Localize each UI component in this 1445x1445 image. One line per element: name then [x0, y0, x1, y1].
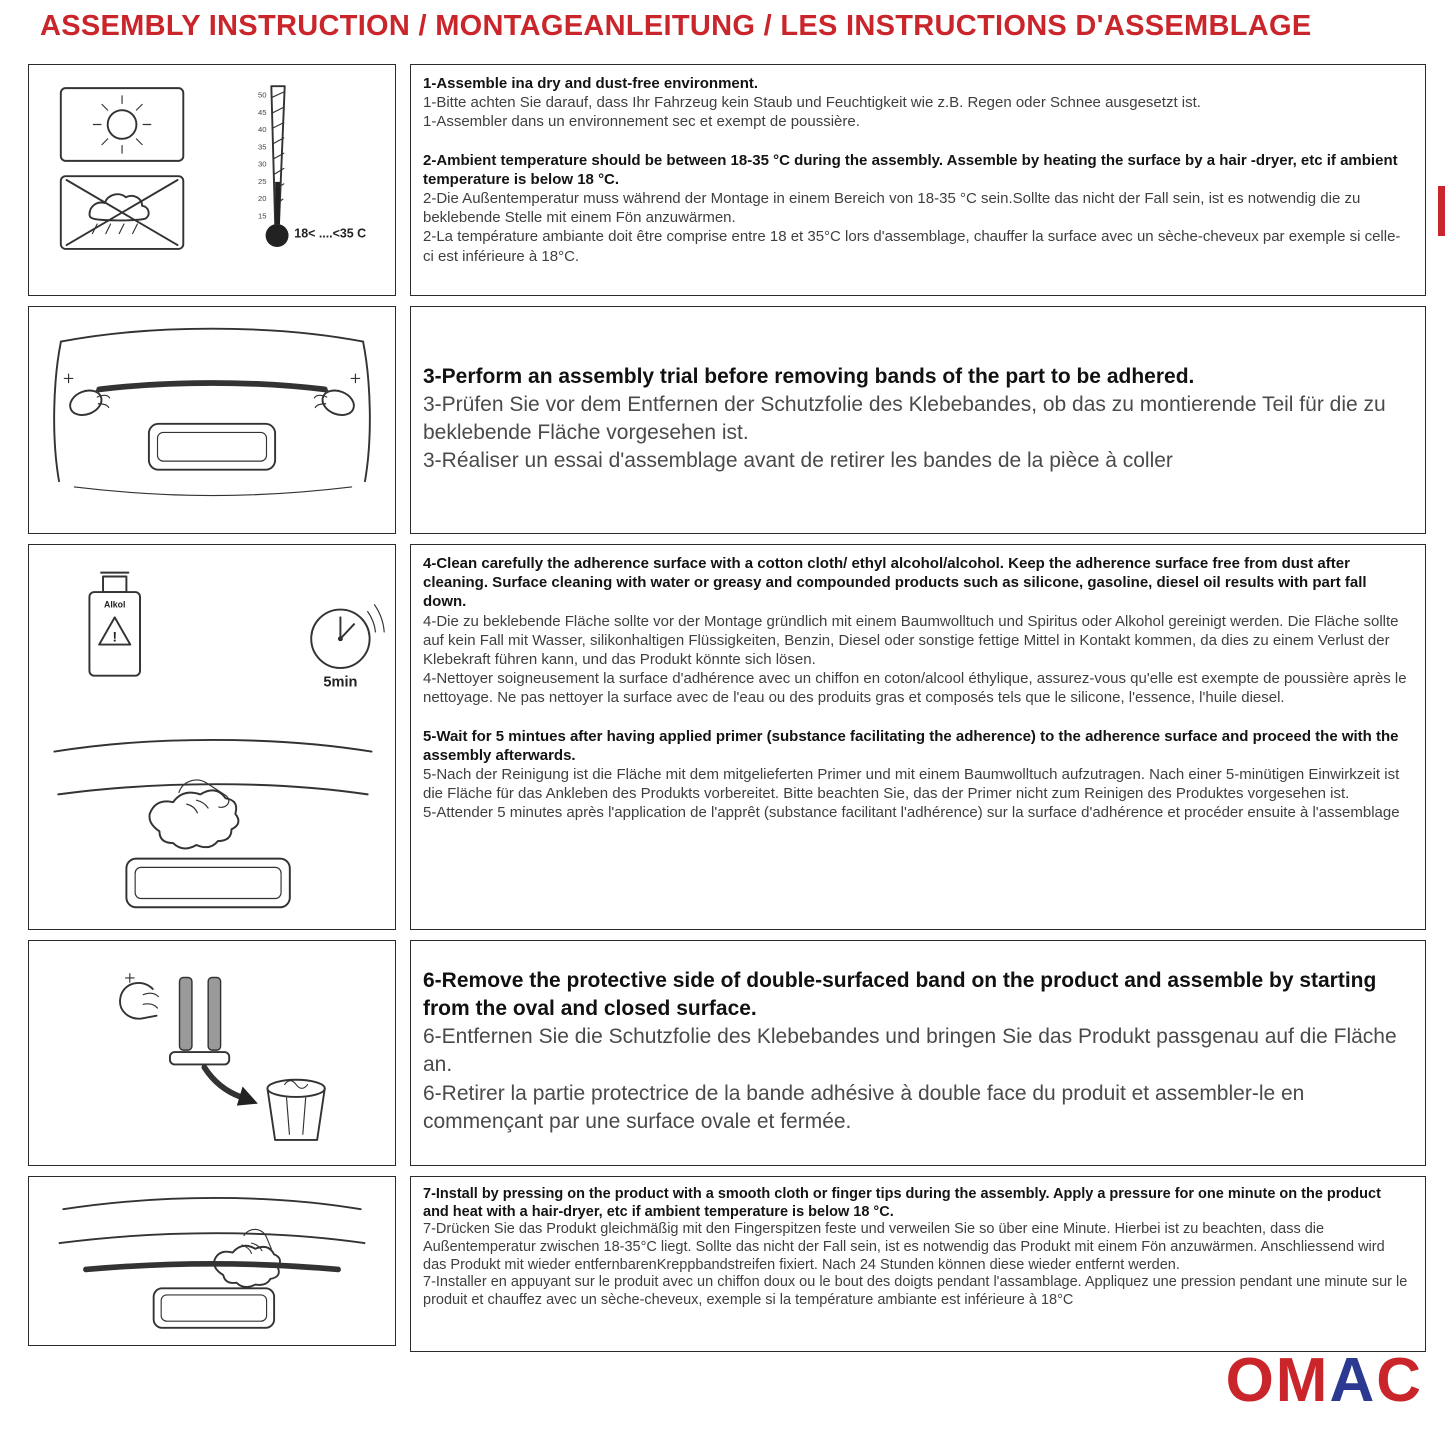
step-1-en: 1-Assemble ina dry and dust-free environment. — [423, 75, 759, 92]
car-surface-lines — [54, 740, 371, 794]
svg-text:40: 40 — [258, 125, 267, 135]
figure-press-install — [28, 1176, 396, 1346]
figure-cleaning — [28, 544, 396, 930]
red-edge-marker — [1438, 186, 1445, 236]
car-surface-lines — [60, 1198, 365, 1243]
svg-text:20: 20 — [258, 194, 267, 204]
license-recess — [154, 1288, 274, 1328]
page-title: ASSEMBLY INSTRUCTION / MONTAGEANLEITUNG / LES INSTRUCTIONS D'ASSEMBLAGE — [40, 10, 1312, 42]
step-4-fr: 4-Nettoyer soigneusement la surface d'adhérence avec un chiffon en coton/alcool éthylique, assurez-vous qu'elle est exempte de poussière après le nettoyage. Ne pas nettoyer la surface avec de l'eau ou des produits gras et composés tels que le silicone, l'essence, l'huile diesel. — [423, 670, 1407, 707]
assembly-trial-illustration — [33, 311, 391, 529]
omac-logo — [1225, 1346, 1423, 1415]
step-6-fr: 6-Retirer la partie protectrice de la bande adhésive à double face du produit et assembler-le en commençant par une surface ovale et fermée. — [423, 1081, 1305, 1133]
clock-icon — [311, 605, 384, 691]
text-steps-4-5 — [410, 544, 1426, 930]
logo-letter-c: C — [1376, 1346, 1423, 1415]
text-step-6 — [410, 940, 1426, 1166]
peeling-hand-icon — [120, 974, 158, 1019]
wiping-hand-icon — [149, 780, 238, 848]
temperature-range-label: 18< ....<35 C — [294, 226, 367, 241]
license-recess — [149, 424, 275, 470]
svg-text:50: 50 — [258, 90, 267, 100]
trim-strip — [86, 1264, 338, 1270]
warning-exclamation: ! — [112, 629, 117, 645]
trash-bin-icon — [267, 1080, 324, 1140]
trim-strip — [99, 383, 325, 389]
license-recess — [126, 859, 289, 908]
svg-text:30: 30 — [258, 159, 267, 169]
step-2-de: 2-Die Außentemperatur muss während der Montage in einem Bereich von 18-35 °C sein.Sollte das nicht der Fall sein, ist es notwendig die zu beklebende Stelle mit einem Fön anzuwärmen. — [423, 189, 1361, 227]
step-3-de: 3-Prüfen Sie vor dem Entfernen der Schutzfolie des Klebebandes, ob das zu montierende Teil für die zu beklebende Fläche vorgesehen ist. — [423, 393, 1386, 445]
step-6-en: 6-Remove the protective side of double-surfaced band on the product and assemble by starting from the oval and closed surface. — [423, 969, 1377, 1021]
step-4-de: 4-Die zu beklebende Fläche sollte vor der Montage gründlich mit einem Baumwolltuch und Spiritus oder Alkohol gereinigt werden. Die Fläche sollte auf kein Fall mit Wasser, silikonhaltigen Flüssigkeiten, Benzin, Diesel oder sonstige fettige Mittel in Kontakt kommen, da dies zu einem Verlust der Klebekraft führen kann, und das Produkt könnte sich lösen. — [423, 612, 1399, 668]
no-rain-icon — [61, 176, 183, 249]
step-3-fr: 3-Réaliser un essai d'assemblage avant de retirer les bandes de la pièce à coller — [423, 449, 1173, 473]
svg-text:35: 35 — [258, 142, 267, 152]
alcohol-bottle-icon — [89, 573, 140, 676]
step-1-de: 1-Bitte achten Sie darauf, dass Ihr Fahrzeug kein Staub und Feuchtigkeit wie z.B. Regen oder Schnee ausgesetzt ist. — [423, 94, 1201, 112]
text-step-7 — [410, 1176, 1426, 1352]
step-1-fr: 1-Assembler dans un environnement sec et exempt de poussière. — [423, 113, 860, 131]
environment-illustration — [33, 69, 391, 291]
text-steps-1-2 — [410, 64, 1426, 296]
logo-letters-om: OM — [1225, 1346, 1330, 1415]
step-5-fr: 5-Attender 5 minutes après l'application de l'apprêt (substance facilitant l'adhérence) sur la surface d'adhérence et procéder ensuite à l'assemblage — [423, 804, 1400, 822]
step-2-en: 2-Ambient temperature should be between 18-35 °C during the assembly. Assemble by heating the surface by a hair -dryer, etc if ambient temperature is below 18 °C. — [423, 151, 1398, 188]
left-hand-icon — [64, 374, 109, 419]
logo-letter-a: A — [1329, 1346, 1377, 1415]
svg-text:15: 15 — [258, 211, 267, 221]
pressing-hand-icon — [214, 1229, 280, 1287]
step-6-de: 6-Entfernen Sie die Schutzfolie des Klebebandes und bringen Sie das Produkt passgenau auf die Fläche an. — [423, 1025, 1397, 1077]
step-7-de: 7-Drücken Sie das Produkt gleichmäßig mit den Fingerspitzen feste und verweilen Sie so über eine Minute. Hierbei ist zu beachten, dass die Außentemperatur zwischen 18-35°C liegt. Sollte das nicht der Fall sein, ist es notwendig das Produkt mit einem Fön anzuwärmen. Anschliessend wird das Produkt mit wieder entfernbarenKreppbandstreifen fixiert. Nach 24 Stunden können diese wieder entfernt werden. — [423, 1221, 1385, 1273]
step-3-en: 3-Perform an assembly trial before removing bands of the part to be adhered. — [423, 365, 1195, 388]
adhesive-strips — [170, 977, 229, 1064]
figure-assembly-trial — [28, 306, 396, 534]
thermometer-icon — [258, 86, 366, 247]
step-5-en: 5-Wait for 5 mintues after having applied primer (substance facilitating the adherence) to the adherence surface and proceed the with the assembly afterwards. — [423, 727, 1399, 764]
step-4-en: 4-Clean carefully the adherence surface with a cotton cloth/ ethyl alcohol/alcohol. Keep the adherence surface free from dust after cleaning. Surface cleaning with water or greasy and compounded products such as silicone, gasoline, diesel oil results with part fall down. — [423, 555, 1367, 611]
right-hand-icon — [314, 374, 359, 419]
text-step-3 — [410, 306, 1426, 534]
sun-icon — [61, 88, 183, 161]
bottle-label: Alkol — [104, 599, 126, 610]
figure-environment-temperature — [28, 64, 396, 296]
five-minutes-label: 5min — [323, 674, 358, 691]
step-7-en: 7-Install by pressing on the product with a smooth cloth or finger tips during the assembly. Apply a pressure for one minute on the product and heat with a hair-dryer, etc if ambient temperature is below 18 °C. — [423, 1186, 1381, 1220]
cleaning-illustration — [33, 549, 391, 925]
svg-text:45: 45 — [258, 107, 267, 117]
press-install-illustration — [33, 1181, 391, 1341]
step-5-de: 5-Nach der Reinigung ist die Fläche mit dem mitgelieferten Primer und mit einem Baumwolltuch aufzutragen. Nach einer 5-minütigen Einwirkzeit ist die Fläche für das Ankleben des Produkts vorbereitet. Bitte beachten Sie, das der Primer nicht zum Reinigen des Produktes vorgesehen ist. — [423, 765, 1400, 803]
svg-text:25: 25 — [258, 176, 267, 186]
step-2-fr: 2-La température ambiante doit être comprise entre 18 et 35°C lors d'assemblage, chauffer la surface avec un sèche-cheveux par exemple si celle-ci est inférieure à 18°C. — [423, 228, 1401, 265]
figure-remove-band — [28, 940, 396, 1166]
arrow-icon — [204, 1067, 258, 1105]
remove-band-illustration — [33, 945, 391, 1161]
step-7-fr: 7-Installer en appuyant sur le produit avec un chiffon doux ou le bout des doigts pendant l'assamblage. Appliquez une pression pendant une minute sur le produit et chauffez avec un sèche-cheveux, exemple si la température ambiante est inférieure à 18°C — [423, 1274, 1408, 1309]
